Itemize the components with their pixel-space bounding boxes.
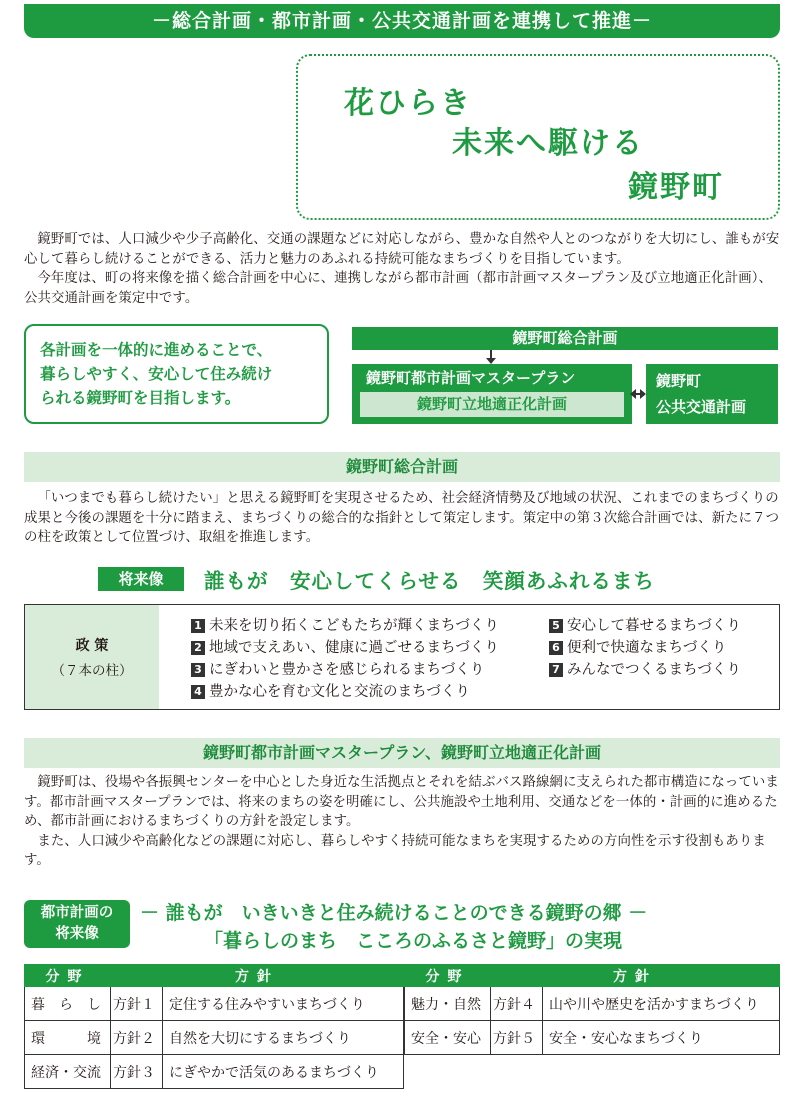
policy-box bbox=[24, 604, 780, 710]
diagram-master-label: 鏡野町都市計画マスタープラン bbox=[366, 369, 576, 387]
callout-box bbox=[24, 324, 329, 424]
slogan-line-3: 鏡野町 bbox=[628, 170, 724, 205]
header-banner bbox=[24, 4, 780, 38]
policy-table-right bbox=[404, 964, 780, 1055]
table-cell-field: 経済・交流 bbox=[25, 1055, 111, 1089]
section1-paragraph: 「いつまでも暮らし続けたい」と思える鏡野町を実現させるため、社会経済情勢及び地域の状況、これまでのまちづくりの成果と今後の課題を十分に踏まえ、まちづくりの総合的な指針として策定します。策定中の第３次総合計画では、新たに７つの柱を政策として位置づけ、取組を推進します。 bbox=[24, 491, 780, 545]
table-row bbox=[25, 1055, 404, 1089]
section1-vision-tag-label: 将来像 bbox=[118, 570, 164, 588]
table-header-policy: 方針 bbox=[111, 965, 404, 987]
pillar-item bbox=[549, 637, 741, 659]
table-cell-no: 方針３ bbox=[111, 1055, 163, 1089]
table-cell-no: 方針５ bbox=[491, 1021, 543, 1055]
policy-label-cell bbox=[25, 605, 159, 709]
pillar-text: 未来を切り拓くこどもたちが輝くまちづくり bbox=[209, 618, 499, 634]
diagram-city-plan-box bbox=[352, 364, 632, 424]
table-cell-field: 魅力・自然 bbox=[405, 987, 491, 1021]
diagram-top-plan bbox=[352, 327, 778, 350]
section2-title: 鏡野町都市計画マスタープラン、鏡野町立地適正化計画 bbox=[203, 743, 601, 762]
section1-vision: 誰もが 安心してくらせる 笑顔あふれるまち bbox=[204, 569, 655, 593]
table-row bbox=[25, 987, 404, 1021]
policy-sublabel: （７本の柱） bbox=[51, 663, 133, 679]
pillar-number: 4 bbox=[191, 685, 205, 699]
diagram-location-box bbox=[360, 392, 624, 417]
pillar-item bbox=[549, 659, 741, 681]
slogan-line-2: 未来へ駆ける bbox=[452, 126, 644, 161]
header-banner-text: －総合計画・都市計画・公共交通計画を連携して推進－ bbox=[151, 10, 652, 32]
pillar-item bbox=[549, 615, 741, 637]
policy-label: 政 策 bbox=[75, 638, 109, 654]
section2-vision-2: 「暮らしのまち こころのふるさと鏡野」の実現 bbox=[204, 930, 623, 952]
policy-table-left bbox=[24, 964, 404, 1089]
pillar-number: 5 bbox=[549, 619, 563, 633]
diagram-transit-line-2: 公共交通計画 bbox=[656, 398, 747, 416]
table-header-field: 分野 bbox=[25, 965, 111, 987]
pillar-text: にぎわいと豊かさを感じられるまちづくり bbox=[209, 662, 485, 678]
section1-title-bar bbox=[24, 452, 780, 482]
table-cell-field: 暮 ら し bbox=[25, 987, 111, 1021]
table-cell-field: 安全・安心 bbox=[405, 1021, 491, 1055]
table-header-field: 分野 bbox=[405, 965, 491, 987]
section2-vision-tag-line-2: 将来像 bbox=[55, 926, 99, 942]
section2-paragraph-2: また、人口減少や高齢化などの課題に対応し、暮らしやすく持続可能なまちを実現するための方向性を示す役割もあります。 bbox=[24, 833, 766, 868]
table-row bbox=[405, 987, 780, 1021]
pillar-item bbox=[191, 681, 499, 703]
table-cell-no: 方針２ bbox=[111, 1021, 163, 1055]
section2-text bbox=[24, 773, 780, 871]
diagram-transit-box bbox=[646, 364, 778, 424]
pillar-number: 7 bbox=[549, 663, 563, 677]
callout-line-2: 暮らしやすく、安心して住み続け bbox=[40, 365, 273, 383]
pillar-text: 安心して暮せるまちづくり bbox=[567, 618, 741, 634]
table-row bbox=[405, 1021, 780, 1055]
section1-title: 鏡野町総合計画 bbox=[345, 457, 458, 476]
table-cell-policy: にぎやかで活気のあるまちづくり bbox=[163, 1055, 404, 1089]
table-cell-policy: 安全・安心なまちづくり bbox=[543, 1021, 780, 1055]
pillar-number: 2 bbox=[191, 641, 205, 655]
section2-paragraph-1: 鏡野町は、役場や各振興センターを中心とした身近な生活拠点とそれを結ぶバス路線網に支えられた都市構造になっています。都市計画マスタープランでは、将来のまちの姿を明確にし、公共施設や土地利用、交通などを一体的・計画的に進めるため、都市計画におけるまちづくりの方針を設定します。 bbox=[24, 775, 779, 829]
callout-line-1: 各計画を一体的に進めることで、 bbox=[40, 341, 273, 359]
table-header-policy: 方針 bbox=[491, 965, 780, 987]
section2-title-bar bbox=[24, 738, 780, 768]
table-cell-policy: 自然を大切にするまちづくり bbox=[163, 1021, 404, 1055]
pillar-number: 3 bbox=[191, 663, 205, 677]
pillar-text: みんなでつくるまちづくり bbox=[567, 662, 741, 678]
section2-vision-tag-line-1: 都市計画の bbox=[40, 905, 114, 921]
pillar-text: 豊かな心を育む文化と交流のまちづくり bbox=[209, 684, 470, 700]
table-cell-no: 方針４ bbox=[491, 987, 543, 1021]
pillar-number: 6 bbox=[549, 641, 563, 655]
intro-paragraph-2: 今年度は、町の将来像を描く総合計画を中心に、連携しながら都市計画（都市計画マスタープラン及び立地適正化計画）、公共交通計画を策定中です。 bbox=[24, 271, 773, 306]
table-row bbox=[25, 1021, 404, 1055]
pillars-right bbox=[549, 615, 741, 681]
pillar-number: 1 bbox=[191, 619, 205, 633]
slogan-line-1: 花ひらき bbox=[344, 86, 472, 121]
section2-vision-tag bbox=[24, 900, 130, 948]
table-cell-no: 方針１ bbox=[111, 987, 163, 1021]
section1-text bbox=[24, 489, 780, 548]
diagram-top-label: 鏡野町総合計画 bbox=[512, 329, 618, 347]
table-cell-field: 環 境 bbox=[25, 1021, 111, 1055]
pillars-left bbox=[191, 615, 499, 703]
section1-vision-tag bbox=[98, 567, 184, 591]
callout-line-3: られる鏡野町を目指します。 bbox=[40, 389, 241, 407]
pillar-item bbox=[191, 637, 499, 659]
pillar-item bbox=[191, 615, 499, 637]
intro-text bbox=[24, 230, 780, 308]
pillar-item bbox=[191, 659, 499, 681]
table-cell-policy: 定住する住みやすいまちづくり bbox=[163, 987, 404, 1021]
diagram-transit-line-1: 鏡野町 bbox=[656, 372, 702, 390]
pillar-text: 地域で支えあい、健康に過ごせるまちづくり bbox=[209, 640, 499, 656]
intro-paragraph-1: 鏡野町では、人口減少や少子高齢化、交通の課題などに対応しながら、豊かな自然や人とのつながりを大切にし、誰もが安心して暮らし続けることができる、活力と魅力のあふれる持続可能なまちづくりを目指しています。 bbox=[24, 232, 780, 267]
arrow-head-left-icon bbox=[630, 389, 636, 399]
pillar-text: 便利で快適なまちづくり bbox=[567, 640, 727, 656]
slogan-box bbox=[296, 54, 780, 220]
table-cell-policy: 山や川や歴史を活かすまちづくり bbox=[543, 987, 780, 1021]
diagram-location-label: 鏡野町立地適正化計画 bbox=[416, 395, 567, 413]
section2-vision-1: － 誰もが いきいきと住み続けることのできる鏡野の郷 － bbox=[140, 902, 648, 924]
